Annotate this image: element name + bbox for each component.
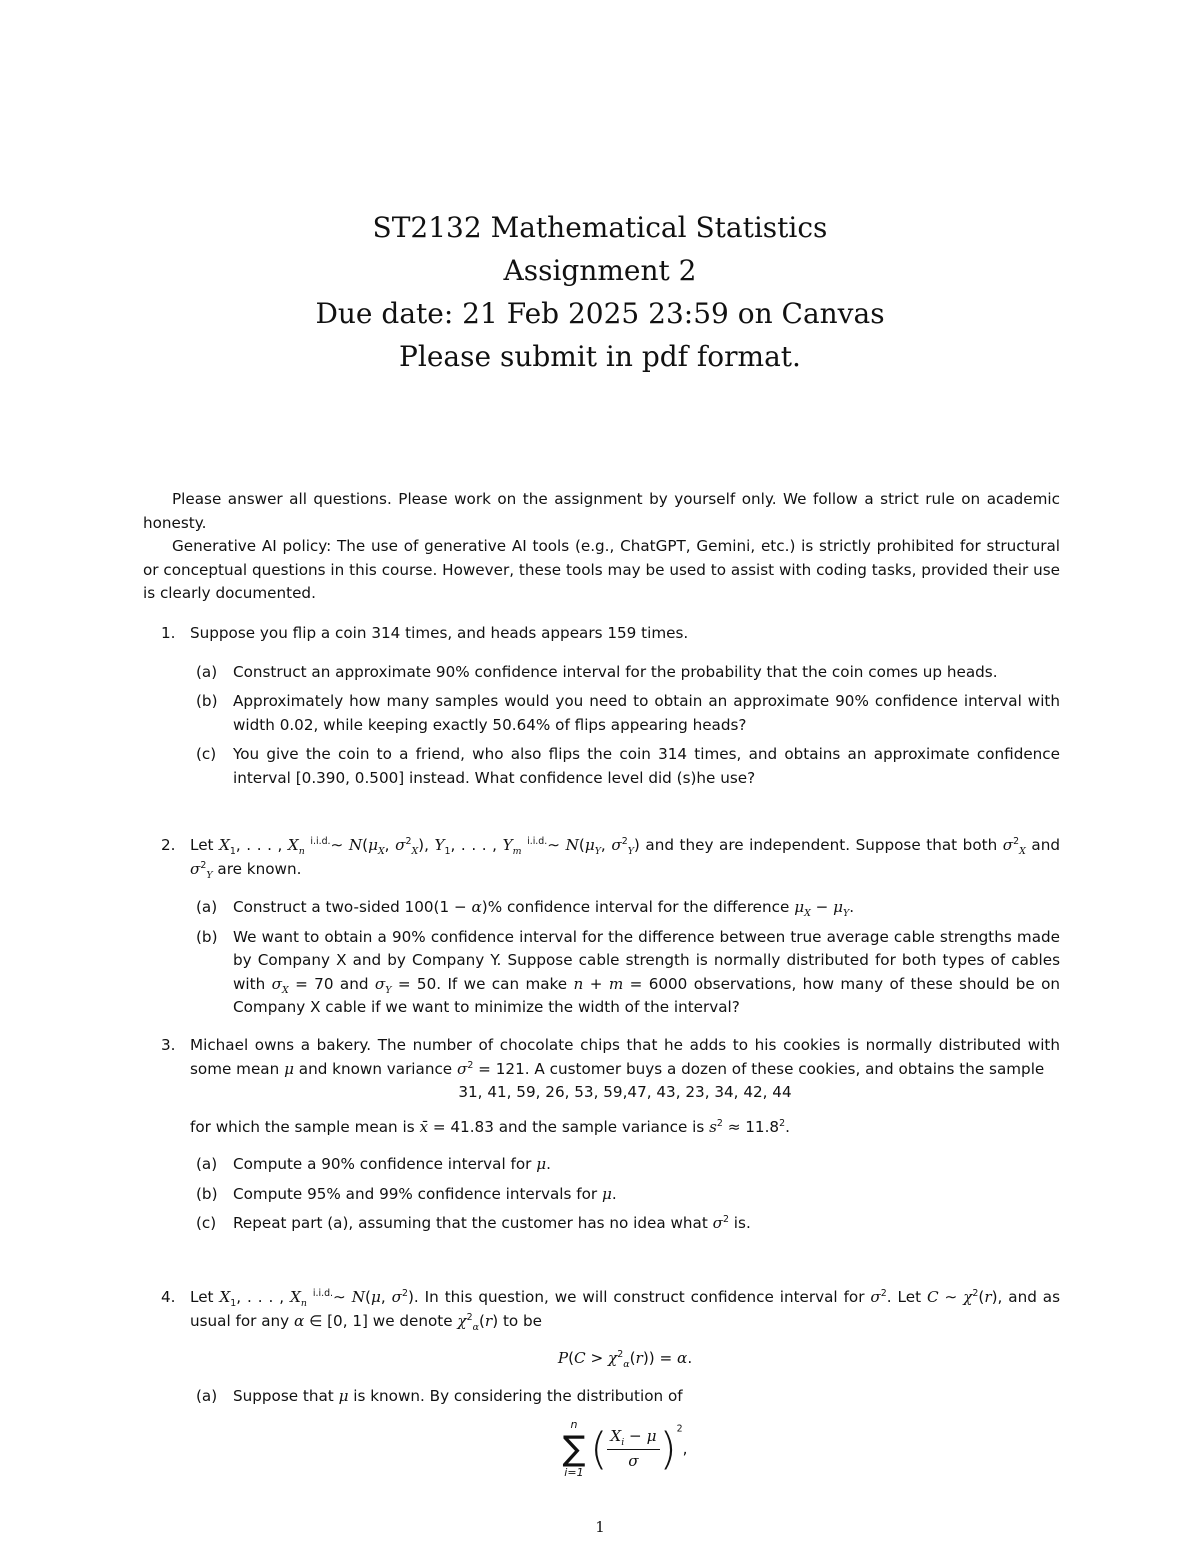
question-text: Let $X_1$, . . . , $X_n$ $^{i.i.d.}$∼ $N(\mu_X$, $\sigma^2_X$), $Y_1$, . . . , $Y_m$ $^{i.i.d.}$∼ $N(\mu_Y$, $\sigma^2_Y$) and they are independent. Suppose that both $\sigma^2_X$ and $\sigma^2_Y$ are known. [190,835,1061,881]
doc-title: ST2132 Mathematical Statistics [372,211,828,244]
question-3 [143,1034,1060,1236]
part-label: (b) [196,1184,218,1203]
part-text: Suppose that μ is known. By considering the distribution of [233,1386,683,1405]
part-label: (c) [196,745,217,763]
part-label: (a) [196,1155,218,1173]
question-text: Suppose you flip a coin 314 times, and heads appears 159 times. [190,624,689,642]
question-text: Michael owns a bakery. The number of chocolate chips that he adds to his cookies is normally distributed with some mean μ and known variance $\sigma^2 = 121$. A customer buys a dozen of these cookies, and obtains the sample [190,1036,1060,1078]
question-number: 3. [161,1036,176,1054]
sample-stats: for which the sample mean is x̄ = 41.83 and the sample variance is $s^2 \approx 11.8^2$. [190,1117,790,1136]
chi-square-definition: $P(C > \chi^2_\alpha(r)) = \alpha$. [557,1348,693,1371]
part-text: Construct a two-sided 100(1 − α)% confidence interval for the difference $\mu_X - \mu_Y$. [233,898,855,920]
q2-part-a [190,896,1060,920]
q1-part-a [190,661,1060,685]
intro-honesty: Please answer all questions. Please work on the assignment by yourself only. We follow a strict rule on academic honesty. [143,490,1060,532]
sample-values: 31, 41, 59, 26, 53, 59,47, 43, 23, 34, 42, 44 [458,1083,792,1101]
due-date: Due date: 21 Feb 2025 23:59 on Canvas [315,297,885,330]
question-4 [143,1286,1060,1480]
q1-part-b [190,690,1060,737]
question-number: 2. [161,836,176,854]
part-text: We want to obtain a 90% confidence interval for the difference between true average cable strengths made by Company X and by Company Y. Suppose cable strength is normally distributed for both types of cables with $\sigma_X = 70$ and $\sigma_Y = 50$. If we can make n + m = 6000 observations, how many of these should be on Company X cable if we want to minimize the width of the interval? [233,927,1061,1016]
part-text-tail: observations, how many of these should be on Company X cable if we want to minimize the width of the interval? [233,974,1061,1016]
part-text: Construct an approximate 90% confidence interval for the probability that the coin comes up heads. [233,662,998,681]
part-text: Repeat part (a), assuming that the customer has no idea what $\sigma^2$ is. [233,1213,751,1232]
submit-format: Please submit in pdf format. [399,340,801,373]
intro [143,488,1060,606]
q1-part-c [190,743,1060,790]
question-number: 1. [161,624,176,642]
question-text: Let $X_1$, . . . , $X_n$ $^{i.i.d.}$∼ N(μ, $\sigma^2$). In this question, we will construct confidence interval for $\sigma^2$. Let C ∼ $\chi^2(r)$, and as usual for any α ∈ [0, 1] we denote $\chi^2_\alpha(r)$ to be [190,1287,1061,1333]
question-number: 4. [161,1288,176,1306]
title-block [0,206,1200,378]
page-number: 1 [595,1518,605,1536]
q3-part-b [190,1183,1060,1207]
q2-part-b [190,926,1060,1020]
part-text: Compute a 90% confidence interval for μ. [233,1155,551,1173]
part-label: (b) [196,692,218,710]
doc-subtitle: Assignment 2 [503,254,697,287]
intro-ai-policy: Generative AI policy: The use of generative AI tools (e.g., ChatGPT, Gemini, etc.) is strictly prohibited for structural or conceptual questions in this course. However, these tools may be used to assist with coding tasks, provided their use is clearly documented. [143,537,1060,602]
question-1 [143,622,1060,790]
part-text: Compute 95% and 99% confidence intervals for μ. [233,1184,617,1203]
q4-part-a [190,1385,1060,1409]
q3-part-c [190,1212,1060,1236]
part-label: (a) [196,898,218,916]
part-label: (c) [196,1214,217,1232]
part-label: (b) [196,927,218,946]
part-label: (a) [196,1386,218,1405]
part-label: (a) [196,662,218,681]
question-text-main: Michael owns a bakery. The number of chocolate chips that he adds to his cookies is normally distributed with some mean [190,1036,1060,1078]
part-text-main: We want to obtain a 90% confidence interval for the difference between true average cable strengths made by Company X and by Company Y. Suppose cable strength is normally distributed for both types of cables with [233,927,1060,993]
part-text: You give the coin to a friend, who also flips the coin 314 times, and obtains an approximate confidence interval [0.390, 0.500] instead. What confidence level did (s)he use? [233,745,1060,787]
q3-part-a [190,1153,1060,1177]
question-2 [143,834,1060,1020]
sum-formula: n ∑ i=1 ( $\frac{X_i - \mu}{\sigma}$ )$^2$, [562,1418,688,1479]
part-text: Approximately how many samples would you need to obtain an approximate 90% confidence interval with width 0.02, while keeping exactly 50.64% of flips appearing heads? [233,692,1060,734]
